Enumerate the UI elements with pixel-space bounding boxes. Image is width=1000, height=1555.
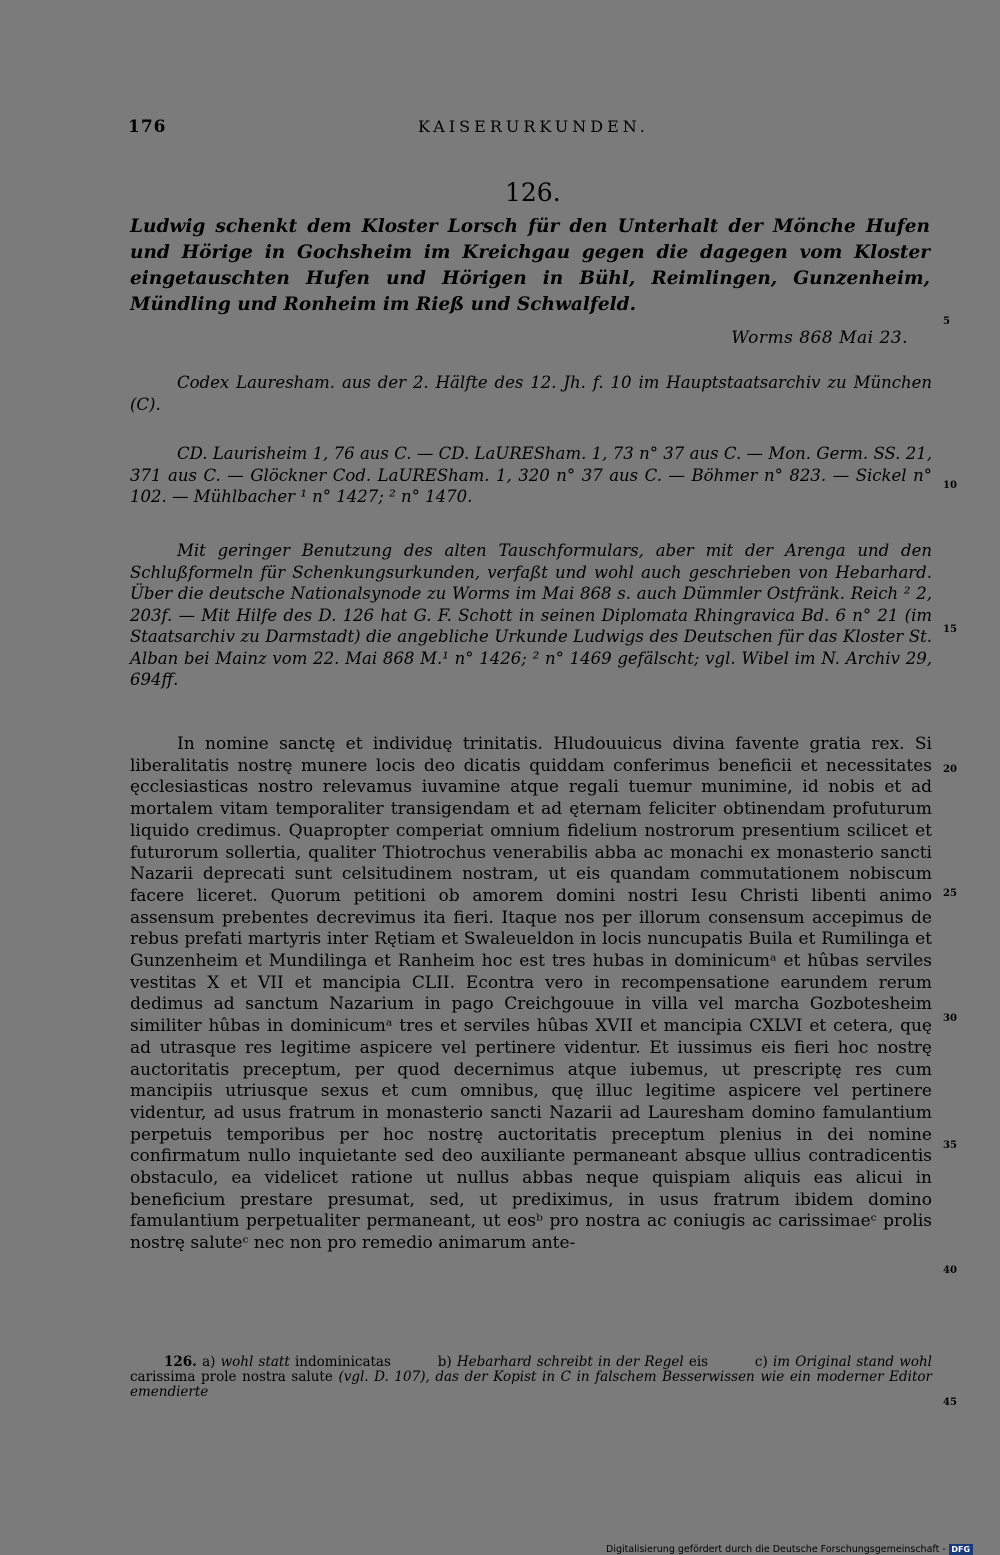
line-number: 15 xyxy=(943,624,957,635)
footnote-a-label: a) xyxy=(202,1354,216,1370)
footnotes xyxy=(130,1355,932,1400)
footnote-b-comment: Hebarhard schreibt in der Regel xyxy=(456,1354,684,1370)
footnote-doc-number: 126. xyxy=(164,1354,197,1370)
footnote-c-comment: im Original stand wohl xyxy=(772,1354,932,1370)
apparatus-remarks: Mit geringer Benutzung des alten Tauschformulars, aber mit der Arenga und den Schlußformeln für Schenkungsurkunden, verfaßt und wohl auch geschrieben von Hebarhard. Über die deutsche Nationalsynode zu Worms im Mai 868 s. auch Dümmler Ostfränk. Reich ² 2, 203f. — Mit Hilfe des D. 126 hat G. F. Schott in seinen Diplomata Rhingravica Bd. 6 n° 21 (im Staatsarchiv zu Darmstadt) die angebliche Urkunde Ludwigs des Deutschen für das Kloster St. Alban bei Mainz vom 22. Mai 868 M.¹ n° 1426; ² n° 1469 gefälscht; vgl. Wibel im N. Archiv 29, 694ff. xyxy=(130,541,932,689)
footnote-b-reading: eis xyxy=(688,1354,709,1370)
page-number: 176 xyxy=(128,117,167,137)
dating-line: Worms 868 Mai 23. xyxy=(731,328,908,348)
regest: Ludwig schenkt dem Kloster Lorsch für den Unterhalt der Mönche Hufen und Hörige in Gochsheim im Kreichgau gegen die dagegen vom Kloster eingetauschten Hufen und Hörigen in Bühl, Reimlingen, Gunzenheim, Mündling und Ronheim im Rieß und Schwalfeld. xyxy=(130,216,930,315)
line-number: 30 xyxy=(943,1013,957,1024)
line-number: 25 xyxy=(943,888,957,899)
line-number: 35 xyxy=(943,1140,957,1151)
line-number: 45 xyxy=(943,1397,957,1408)
charter-text: In nomine sanctę et individuę trinitatis. Hludouuicus divina favente gratia rex. Si liberalitatis nostrę munere locis deo dicatis quiddam conferimus beneficii et necessitates ęcclesiasticas nostro relevamus iuvamine atque regali tuemur munimine, id nobis et ad mortalem vitam temporaliter transigendam et ad ęternam feliciter obtinendam profuturum liquido credimus. Quapropter comperiat omnium fidelium nostrorum presentium scilicet et futurorum sollertia, qualiter Thiotrochus venerabilis abba ac monachi ex monasterio sancti Nazarii deprecati sunt celsitudinem nostram, ut eis quandam commutationem nobiscum facere liceret. Quorum petitioni ob amorem domini nostri Iesu Christi libenti animo assensum prebentes decrevimus ita fieri. Itaque nos per illorum consensum accepimus de rebus prefati martyris inter Rętiam et Swaleueldon in locis nuncupatis Buila et Rumilinga et Gunzenheim et Mundilinga et Ranheim hoc est tres hubas in dominicumᵃ et hûbas serviles vestitas X et VII et mancipia CLII. Econtra vero in recompensatione earundem rerum dedimus ad sanctum Nazarium in pago Creichgouue in villa vel marcha Gozbotesheim similiter hûbas in dominicumᵃ tres et serviles hûbas XVII et mancipia CXLVI et cetera, quę ad utrasque res legitime aspicere vel pertinere videntur. Et iussimus eis fieri hoc nostrę auctoritatis preceptum, per quod decernimus atque iubemus, ut prescriptę res cum mancipiis utriusque sexus et cum omnibus, quę illuc legitime aspicere vel pertinere videntur, ad usus fratrum in monasterio sancti Nazarii ad Lauresham domino famulantium perpetuis temporibus per hoc nostrę auctoritatis preceptum plenius in dei nomine confirmatum nullo inquietante sed deo auxiliante permaneant absque ullius contradicentis obstaculo, ea videlicet ratione ut nullus abbas neque quispiam aliquis eas alicui in beneficium prestare presumat, sed, ut prediximus, in usus fratrum ibidem domino famulantium perpetualiter permaneant, ut eosᵇ pro nostra ac coniugis ac carissimaeᶜ prolis nostrę saluteᶜ nec non pro remedio animarum ante- xyxy=(130,734,932,1254)
footnote-c-rest: (vgl. D. 107), das der Kopist in C in falschem Besserwissen wie ein moderner Editor emendierte xyxy=(130,1369,932,1400)
footnote-a-comment: wohl statt xyxy=(220,1354,290,1370)
dfg-credit-bar xyxy=(606,1543,973,1555)
document-number: 126. xyxy=(505,178,561,207)
running-title: KAISERURKUNDEN. xyxy=(418,117,649,136)
apparatus-editions: CD. Laurisheim 1, 76 aus C. — CD. LaURESham. 1, 73 n° 37 aus C. — Mon. Germ. SS. 21, 371 aus C. — Glöckner Cod. LaURESham. 1, 320 n° 37 aus C. — Böhmer n° 823. — Sickel n° 102. — Mühlbacher ¹ n° 1427; ² n° 1470. xyxy=(130,444,932,506)
footnote-c-label: c) xyxy=(754,1354,768,1370)
line-number: 10 xyxy=(943,480,957,491)
line-number: 5 xyxy=(943,316,950,327)
line-number: 20 xyxy=(943,764,957,775)
dfg-logo-icon[interactable]: DFG xyxy=(949,1544,973,1555)
footnote-a-reading: indominicatas xyxy=(294,1354,391,1370)
line-number: 40 xyxy=(943,1265,957,1276)
apparatus-source: Codex Lauresham. aus der 2. Hälfte des 12. Jh. f. 10 im Hauptstaatsarchiv zu München (C). xyxy=(130,373,932,414)
footnote-b-label: b) xyxy=(437,1354,452,1370)
footnote-c-reading: carissima prole nostra salute xyxy=(130,1369,333,1385)
dfg-credit-text: Digitalisierung gefördert durch die Deutsche Forschungsgemeinschaft - xyxy=(606,1543,946,1555)
